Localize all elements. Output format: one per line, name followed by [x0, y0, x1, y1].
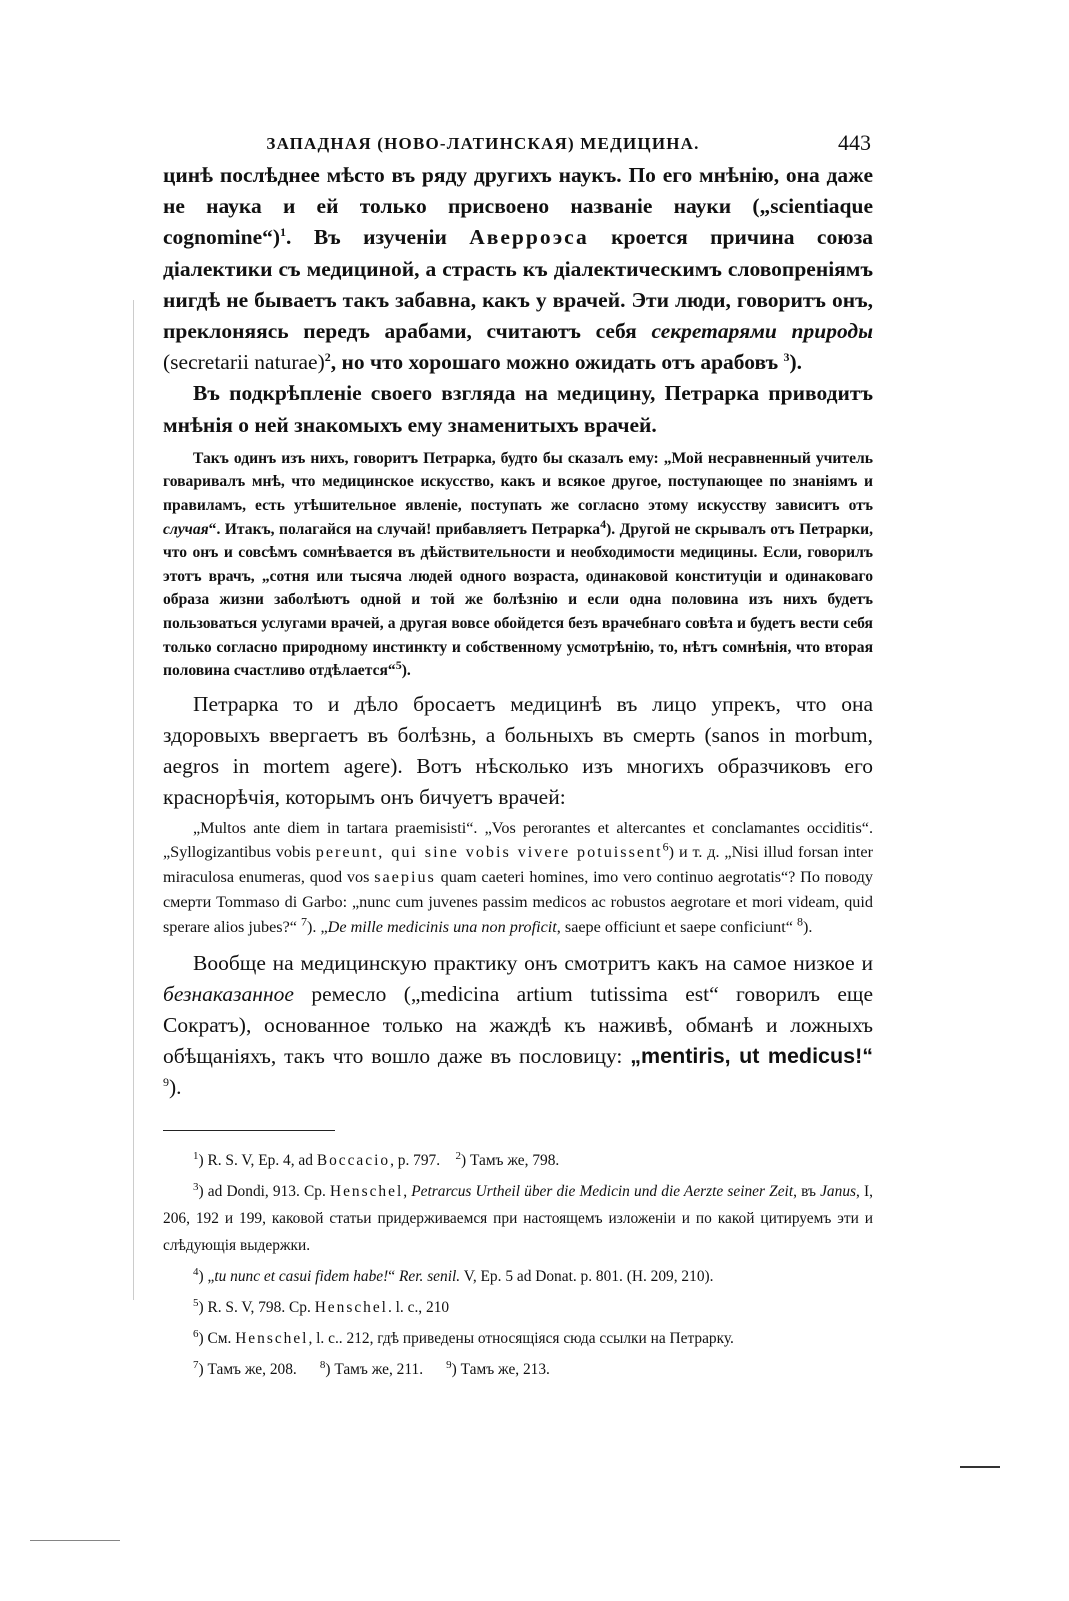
spaced-text: saepius [374, 868, 436, 887]
text: ) и т. д. „Nisi illud forsan inter miraculosa enumeras, quod vos [163, 843, 874, 887]
margin-mark-left [133, 300, 134, 1300]
text: „Multos ante diem in tartara praemisisti“. „Vos perorantes et altercantes et conclamantes occiditis“. „Syllogizantibus vobis [163, 818, 873, 862]
text: , въ [793, 1182, 816, 1200]
footnote-ref-9: 9 [163, 1075, 169, 1090]
emphasis: De mille medicinis una non proficit [327, 917, 557, 936]
text: ). [401, 662, 411, 680]
text: ремесло („medicina artium tutissima est“ говорилъ еще Сократъ), основанное только на жаждѣ къ наживѣ, обманѣ и ложныхъ обѣщаніяхъ, такъ что вошло даже въ пословицу: [163, 981, 873, 1069]
text: ) ad Dondi, 913. Ср. [198, 1182, 326, 1200]
footnote-rule [163, 1130, 335, 1131]
footnote-3 [163, 1174, 873, 1259]
emphasis: секретарями природы [651, 319, 873, 344]
text: ) Тамъ же, 213. [451, 1361, 550, 1379]
text: , l. c.. 212, гдѣ приведены относящіяся сюда ссылки на Петрарку. [308, 1330, 734, 1348]
footnote-number: 3 [193, 1180, 199, 1193]
spaced-text: Boccacio [316, 1151, 391, 1169]
emphasis: Janus [820, 1182, 857, 1200]
text: ) Тамъ же, 798. [461, 1151, 560, 1169]
name-averroes: Аверроэса [469, 225, 589, 250]
text: ). „ [306, 917, 328, 936]
text: V, Ep. 5 ad Donat. p. 801. (H. 209, 210). [463, 1267, 714, 1285]
footnote-ref-1: 1 [280, 225, 287, 240]
emphasis: tu nunc et casui fidem habe! [214, 1267, 389, 1285]
text: ). [789, 350, 803, 375]
text: ) R. S. V, 798. Ср. [198, 1299, 311, 1317]
footnote-ref-2: 2 [324, 350, 331, 365]
text: “. Итакъ, полагайся на случай! прибавляетъ Петрарка [208, 520, 601, 538]
text: ). Другой не скрывалъ отъ Петрарки, что онъ и совсѣмъ сомнѣвается въ дѣйствительности и необходимости медицины. Если, говорилъ этотъ врачъ, „ [163, 520, 873, 585]
spaced-text: Henschel [235, 1330, 309, 1348]
emphasis: безнаказанное [163, 981, 294, 1006]
text: quam caeteri homines, imo vero continuo aegrotatis“? По поводу смерти Tommaso di Garbo: „nunc cum juvenes passim medicos ac robustos aegrotare et mori videam, quid sperare alios jubes?“ [163, 868, 874, 936]
text: , I, 206, 192 и 199, каковой статьи придерживаемся при настоящемъ изложеніи и по какой цитируемъ эти и слѣдующія выдержки. [163, 1182, 873, 1254]
footnote-number: 4 [193, 1265, 199, 1278]
text: “ [387, 662, 396, 680]
footnote-number: 8 [319, 1359, 326, 1372]
footnote-number: 6 [193, 1328, 199, 1341]
footnote-ref-5: 5 [395, 657, 402, 672]
emphasis: Petrarcus Urtheil über die Medicin und die Aerzte seiner Zeit [411, 1182, 794, 1200]
footnote-1-2 [163, 1143, 873, 1174]
text: цинѣ послѣднее мѣсто въ ряду другихъ наукъ. По его мнѣнію, она даже не наука и ей только присвоено названіе науки („scientiaque cognomine“) [163, 163, 873, 250]
footnote-ref-6: 6 [662, 839, 669, 854]
text: ) Тамъ же, 208. [198, 1361, 297, 1379]
footnote-4 [163, 1259, 873, 1290]
paragraph-4 [163, 948, 873, 1104]
text: “ [388, 1267, 396, 1285]
quote-block [163, 447, 873, 683]
footnote-6 [163, 1321, 873, 1352]
book-page [163, 120, 873, 1383]
latin-quotes [163, 816, 873, 940]
running-title: ЗАПАДНАЯ (НОВО-ЛАТИНСКАЯ) МЕДИЦИНА. [266, 134, 700, 153]
margin-mark-right-dash [960, 1466, 1000, 1468]
text: , saepe officiunt et saepe conficiunt“ [556, 917, 793, 936]
footnote-5 [163, 1290, 873, 1321]
emphasis: Rer. senil. [398, 1267, 461, 1285]
paragraph-1 [163, 160, 873, 378]
margin-mark-bottom-dash [30, 1540, 120, 1541]
footnote-number: 2 [455, 1149, 461, 1162]
text: , но что хорошаго можно ожидать отъ арабовъ [330, 350, 779, 375]
text: , p. 797. [390, 1151, 441, 1169]
footnote-number: 1 [193, 1149, 199, 1162]
text: ). [802, 917, 813, 936]
emphasis: случая [163, 520, 209, 538]
footnote-ref-8: 8 [796, 914, 803, 929]
text: ). [169, 1075, 182, 1100]
spaced-text: Henschel [329, 1182, 404, 1200]
text: ) „ [198, 1267, 215, 1285]
text: ) R. S. V, Ep. 4, ad [198, 1151, 313, 1169]
paragraph-3: Петрарка то и дѣло бросаетъ медицинѣ въ лицо упрекъ, что она здоровыхъ ввергаетъ въ болѣзнь, а больныхъ въ смерть (sanos in morbum, aegros in mortem agere). Вотъ нѣсколько изъ многихъ образчиковъ его краснорѣчія, которымъ онъ бичуетъ врачей: [163, 691, 873, 810]
text: Такъ одинъ изъ нихъ, говоритъ Петрарка, будто бы сказалъ ему: „Мой несравненный учитель говаривалъ мнѣ, что медицинское искусство, какъ и всякое другое, поступающее по знаніямъ и правиламъ, есть утѣшительное явленіе, поступать же согласно этому искусству зависитъ отъ [163, 449, 873, 515]
running-header [163, 120, 873, 160]
text: кроется причина союза діалектики съ медициной, а страсть къ діалектическимъ словопреніямъ нигдѣ не бываетъ такъ забавна, какъ у врачей. Эти люди, говоритъ онъ, преклоняясь передъ арабами, считаютъ себя [163, 225, 874, 344]
footnote-ref-7: 7 [300, 914, 307, 929]
spaced-text: Henschel [314, 1299, 388, 1317]
text: . Въ изученіи [286, 225, 447, 250]
footnote-number: 5 [193, 1296, 199, 1309]
latin-phrase: (secretarii naturae) [163, 350, 325, 375]
page-number: 443 [838, 130, 871, 155]
paragraph-2: Въ подкрѣпленіе своего взгляда на медицину, Петрарка приводитъ мнѣнія о ней знакомыхъ ему знаменитыхъ врачей. [163, 381, 873, 437]
text: , [403, 1182, 408, 1200]
text: . l. c., 210 [387, 1299, 450, 1317]
spaced-text: pereunt, qui sine vobis vivere potuissent [315, 843, 663, 862]
heavy-text: сотня или тысяча людей одного возраста, одинаковой конституціи и одинаковаго образа жизни заболѣютъ одной и той же болѣзнію и если одна половина изъ нихъ будетъ пользоваться услугами врачей, а другая вовсе обойдется безъ врачебнаго совѣта и будетъ вести себя только согласно природному инстинкту и собственному усмотрѣнію, то, нѣтъ сомнѣнія, что вторая половина счастливо отдѣлается [163, 567, 873, 680]
text: ) Тамъ же, 211. [325, 1361, 424, 1379]
footnote-ref-3: 3 [783, 350, 790, 365]
footnote-ref-4: 4 [600, 516, 607, 531]
heavy-text: „mentiris, ut medicus!“ [630, 1044, 873, 1069]
footnote-number: 7 [193, 1359, 199, 1372]
footnote-number: 9 [446, 1359, 452, 1372]
text: Вообще на медицинскую практику онъ смотритъ какъ на самое низкое и [193, 950, 873, 975]
footnote-7-9 [163, 1352, 873, 1383]
text: ) См. [198, 1330, 232, 1348]
